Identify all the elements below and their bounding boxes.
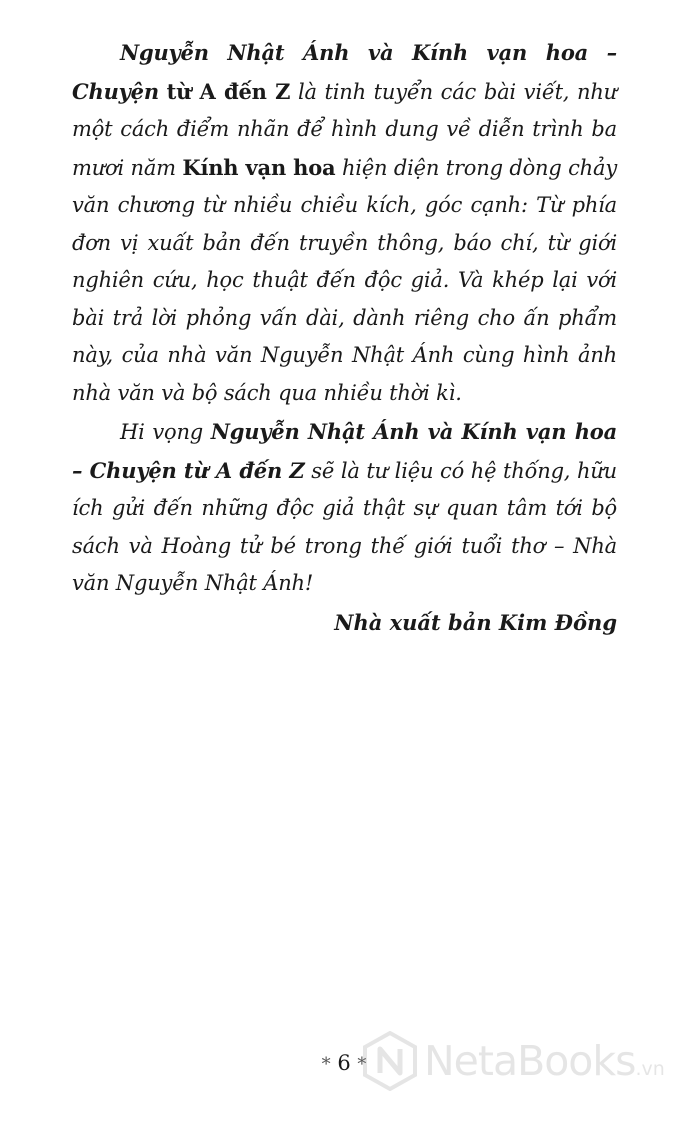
- paragraph-text: sẽ là tư liệu có hệ thống, hữu ích gửi đến những độc giả thật sự quan tâm tới bộ sách và Hoàng tử bé trong thế giới tuổi thơ – Nhà văn Nguyễn Nhật Ánh!: [72, 458, 617, 595]
- paragraph-text: là tinh tuyển các bài viết, như một cách điểm nhãn để hình dung về diễn trình ba mươi năm: [72, 79, 617, 180]
- page-footer: [0, 1037, 700, 1085]
- series-name: Kính vạn hoa: [182, 154, 336, 180]
- page-number-value: 6: [337, 1051, 351, 1075]
- paragraph-text: Hi vọng: [120, 420, 211, 444]
- netabooks-logo-icon: [362, 1031, 418, 1091]
- book-title-italic: Nguyễn Nhật Ánh và Kính vạn hoa – Chuyện: [72, 40, 617, 104]
- paragraph-text: hiện diện trong dòng chảy văn chương từ nhiều chiều kích, góc cạnh: Từ phía đơn vị xuất bản đến truyền thông, báo chí, từ giới nghiên cứu, học thuật đến độc giả. Và khép lại với bài trả lời phỏng vấn dài, dành riêng cho ấn phẩm này, của nhà văn Nguyễn Nhật Ánh cùng hình ảnh nhà văn và bộ sách qua nhiều thời kì.: [72, 155, 617, 405]
- watermark-tld: .vn: [635, 1058, 665, 1080]
- paragraph-hope: [72, 413, 617, 603]
- watermark-brand: NetaBooks: [424, 1037, 636, 1085]
- page-body: [72, 34, 617, 643]
- star-right-icon: *: [357, 1054, 367, 1075]
- paragraph-intro: [72, 34, 617, 412]
- watermark: [362, 1029, 692, 1093]
- publisher-signature: Nhà xuất bản Kim Đồng: [334, 609, 617, 635]
- watermark-text: [424, 1037, 665, 1093]
- book-title-upright: từ A đến Z: [166, 78, 291, 104]
- star-left-icon: *: [321, 1054, 331, 1075]
- book-title-bold: Nguyễn Nhật Ánh và Kính vạn hoa – Chuyện từ A đến Z: [72, 419, 617, 483]
